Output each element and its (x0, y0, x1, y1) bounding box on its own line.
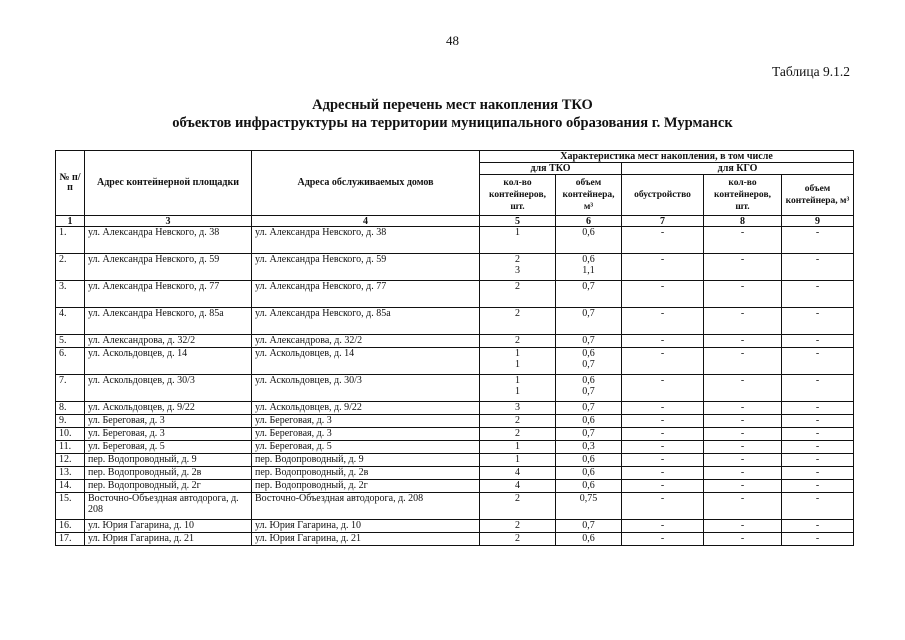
kgo-volume-cell: - (782, 441, 854, 454)
tko-count-cell: 4 (480, 467, 556, 480)
header-tko-count: кол-во контейнеров, шт. (480, 175, 556, 216)
tko-volume-cell: 0,6 1,1 (556, 254, 622, 281)
row-number-cell: 11. (56, 441, 85, 454)
tko-count-cell: 2 (480, 520, 556, 533)
kgo-volume-cell: - (782, 281, 854, 308)
header-kgo-volume: объем контейнера, м³ (782, 175, 854, 216)
kgo-count-cell: - (704, 454, 782, 467)
site-address-cell: ул. Александра Невского, д. 77 (85, 281, 252, 308)
kgo-count-cell: - (704, 415, 782, 428)
table-row (56, 375, 854, 402)
kgo-volume-cell: - (782, 348, 854, 375)
arrangement-cell: - (622, 335, 704, 348)
containers-table (55, 150, 854, 546)
kgo-volume-cell: - (782, 308, 854, 335)
arrangement-cell: - (622, 348, 704, 375)
tko-count-cell: 1 1 (480, 348, 556, 375)
served-address-cell: ул. Александра Невского, д. 77 (252, 281, 480, 308)
document-title-line2: объектов инфраструктуры на территории муниципального образования г. Мурманск (172, 115, 733, 131)
kgo-volume-cell: - (782, 415, 854, 428)
kgo-count-cell: - (704, 375, 782, 402)
kgo-volume-cell: - (782, 335, 854, 348)
table-row (56, 441, 854, 454)
site-address-cell: ул. Аскольдовцев, д. 14 (85, 348, 252, 375)
site-address-cell: ул. Юрия Гагарина, д. 21 (85, 533, 252, 546)
site-address-cell: ул. Юрия Гагарина, д. 10 (85, 520, 252, 533)
table-row (56, 348, 854, 375)
arrangement-cell: - (622, 520, 704, 533)
arrangement-cell: - (622, 308, 704, 335)
row-number-cell: 2. (56, 254, 85, 281)
tko-count-cell: 1 1 (480, 375, 556, 402)
arrangement-cell: - (622, 454, 704, 467)
served-address-cell: пер. Водопроводный, д. 2в (252, 467, 480, 480)
tko-volume-cell: 0,7 (556, 402, 622, 415)
site-address-cell: пер. Водопроводный, д. 2в (85, 467, 252, 480)
table-row (56, 402, 854, 415)
tko-count-cell: 4 (480, 480, 556, 493)
table-row (56, 454, 854, 467)
kgo-count-cell: - (704, 402, 782, 415)
arrangement-cell: - (622, 415, 704, 428)
table-row (56, 480, 854, 493)
kgo-volume-cell: - (782, 467, 854, 480)
kgo-volume-cell: - (782, 533, 854, 546)
served-address-cell: ул. Юрия Гагарина, д. 10 (252, 520, 480, 533)
arrangement-cell: - (622, 402, 704, 415)
served-address-cell: ул. Юрия Гагарина, д. 21 (252, 533, 480, 546)
tko-count-cell: 2 (480, 533, 556, 546)
row-number-cell: 3. (56, 281, 85, 308)
site-address-cell: ул. Александра Невского, д. 38 (85, 227, 252, 254)
arrangement-cell: - (622, 375, 704, 402)
header-num: № п/п (56, 151, 85, 216)
kgo-count-cell: - (704, 335, 782, 348)
table-row (56, 308, 854, 335)
kgo-count-cell: - (704, 480, 782, 493)
tko-volume-cell: 0,7 (556, 428, 622, 441)
tko-volume-cell: 0,3 (556, 441, 622, 454)
document-title-line1: Адресный перечень мест накопления ТКО (312, 97, 593, 113)
kgo-volume-cell: - (782, 227, 854, 254)
arrangement-cell: - (622, 254, 704, 281)
table-row (56, 533, 854, 546)
header-arrangement: обустройство (622, 175, 704, 216)
tko-count-cell: 1 (480, 227, 556, 254)
served-address-cell: пер. Водопроводный, д. 2г (252, 480, 480, 493)
tko-volume-cell: 0,7 (556, 281, 622, 308)
arrangement-cell: - (622, 493, 704, 520)
header-tko-volume: объем контейнера, м³ (556, 175, 622, 216)
kgo-count-cell: - (704, 428, 782, 441)
header-kgo-count: кол-во контейнеров, шт. (704, 175, 782, 216)
tko-volume-cell: 0,7 (556, 308, 622, 335)
table-row (56, 335, 854, 348)
tko-volume-cell: 0,6 (556, 454, 622, 467)
site-address-cell: ул. Александрова, д. 32/2 (85, 335, 252, 348)
table-row (56, 227, 854, 254)
header-served-addresses: Адреса обслуживаемых домов (252, 151, 480, 216)
site-address-cell: пер. Водопроводный, д. 9 (85, 454, 252, 467)
table-row (56, 467, 854, 480)
table-row (56, 520, 854, 533)
arrangement-cell: - (622, 480, 704, 493)
tko-volume-cell: 0,6 (556, 533, 622, 546)
tko-volume-cell: 0,75 (556, 493, 622, 520)
kgo-volume-cell: - (782, 428, 854, 441)
kgo-count-cell: - (704, 520, 782, 533)
tko-count-cell: 3 (480, 402, 556, 415)
tko-count-cell: 1 (480, 454, 556, 467)
column-number: 3 (85, 216, 252, 227)
row-number-cell: 7. (56, 375, 85, 402)
tko-volume-cell: 0,6 (556, 227, 622, 254)
kgo-count-cell: - (704, 254, 782, 281)
tko-count-cell: 2 3 (480, 254, 556, 281)
kgo-volume-cell: - (782, 375, 854, 402)
arrangement-cell: - (622, 441, 704, 454)
column-number: 1 (56, 216, 85, 227)
tko-volume-cell: 0,6 0,7 (556, 375, 622, 402)
arrangement-cell: - (622, 227, 704, 254)
tko-count-cell: 2 (480, 308, 556, 335)
tko-volume-cell: 0,6 (556, 415, 622, 428)
served-address-cell: Восточно-Объездная автодорога, д. 208 (252, 493, 480, 520)
tko-count-cell: 2 (480, 415, 556, 428)
tko-volume-cell: 0,6 0,7 (556, 348, 622, 375)
header-site-address: Адрес контейнерной площадки (85, 151, 252, 216)
served-address-cell: ул. Александра Невского, д. 59 (252, 254, 480, 281)
served-address-cell: ул. Аскольдовцев, д. 9/22 (252, 402, 480, 415)
tko-count-cell: 1 (480, 441, 556, 454)
tko-volume-cell: 0,7 (556, 520, 622, 533)
arrangement-cell: - (622, 467, 704, 480)
served-address-cell: ул. Береговая, д. 5 (252, 441, 480, 454)
row-number-cell: 13. (56, 467, 85, 480)
table-label: Таблица 9.1.2 (772, 64, 850, 79)
arrangement-cell: - (622, 533, 704, 546)
column-number: 7 (622, 216, 704, 227)
column-number: 9 (782, 216, 854, 227)
site-address-cell: ул. Александра Невского, д. 85а (85, 308, 252, 335)
kgo-volume-cell: - (782, 402, 854, 415)
table-row (56, 281, 854, 308)
kgo-volume-cell: - (782, 254, 854, 281)
site-address-cell: ул. Александра Невского, д. 59 (85, 254, 252, 281)
row-number-cell: 9. (56, 415, 85, 428)
header-kgo: для КГО (622, 163, 854, 175)
kgo-count-cell: - (704, 308, 782, 335)
site-address-cell: пер. Водопроводный, д. 2г (85, 480, 252, 493)
page-number: 48 (446, 33, 459, 48)
served-address-cell: ул. Береговая, д. 3 (252, 428, 480, 441)
served-address-cell: ул. Александрова, д. 32/2 (252, 335, 480, 348)
row-number-cell: 15. (56, 493, 85, 520)
site-address-cell: ул. Береговая, д. 3 (85, 428, 252, 441)
tko-count-cell: 2 (480, 335, 556, 348)
tko-volume-cell: 0,7 (556, 335, 622, 348)
site-address-cell: Восточно-Объездная автодорога, д. 208 (85, 493, 252, 520)
tko-volume-cell: 0,6 (556, 480, 622, 493)
served-address-cell: ул. Аскольдовцев, д. 30/3 (252, 375, 480, 402)
served-address-cell: пер. Водопроводный, д. 9 (252, 454, 480, 467)
table-row (56, 415, 854, 428)
arrangement-cell: - (622, 428, 704, 441)
header-characteristics: Характеристика мест накопления, в том числе (480, 151, 854, 163)
tko-count-cell: 2 (480, 428, 556, 441)
served-address-cell: ул. Александра Невского, д. 85а (252, 308, 480, 335)
site-address-cell: ул. Береговая, д. 3 (85, 415, 252, 428)
row-number-cell: 1. (56, 227, 85, 254)
row-number-cell: 17. (56, 533, 85, 546)
kgo-count-cell: - (704, 493, 782, 520)
site-address-cell: ул. Аскольдовцев, д. 9/22 (85, 402, 252, 415)
row-number-cell: 12. (56, 454, 85, 467)
kgo-count-cell: - (704, 227, 782, 254)
table-row (56, 493, 854, 520)
column-number: 5 (480, 216, 556, 227)
row-number-cell: 8. (56, 402, 85, 415)
site-address-cell: ул. Береговая, д. 5 (85, 441, 252, 454)
row-number-cell: 16. (56, 520, 85, 533)
tko-count-cell: 2 (480, 493, 556, 520)
column-number: 8 (704, 216, 782, 227)
column-number: 4 (252, 216, 480, 227)
kgo-count-cell: - (704, 467, 782, 480)
column-number: 6 (556, 216, 622, 227)
kgo-volume-cell: - (782, 480, 854, 493)
served-address-cell: ул. Александра Невского, д. 38 (252, 227, 480, 254)
served-address-cell: ул. Береговая, д. 3 (252, 415, 480, 428)
table-row (56, 254, 854, 281)
kgo-volume-cell: - (782, 520, 854, 533)
served-address-cell: ул. Аскольдовцев, д. 14 (252, 348, 480, 375)
row-number-cell: 6. (56, 348, 85, 375)
kgo-count-cell: - (704, 533, 782, 546)
kgo-count-cell: - (704, 441, 782, 454)
row-number-cell: 5. (56, 335, 85, 348)
header-tko: для ТКО (480, 163, 622, 175)
tko-volume-cell: 0,6 (556, 467, 622, 480)
kgo-volume-cell: - (782, 454, 854, 467)
row-number-cell: 10. (56, 428, 85, 441)
kgo-count-cell: - (704, 348, 782, 375)
table-row (56, 428, 854, 441)
row-number-cell: 14. (56, 480, 85, 493)
tko-count-cell: 2 (480, 281, 556, 308)
row-number-cell: 4. (56, 308, 85, 335)
kgo-count-cell: - (704, 281, 782, 308)
kgo-volume-cell: - (782, 493, 854, 520)
arrangement-cell: - (622, 281, 704, 308)
site-address-cell: ул. Аскольдовцев, д. 30/3 (85, 375, 252, 402)
table-body (56, 227, 854, 546)
